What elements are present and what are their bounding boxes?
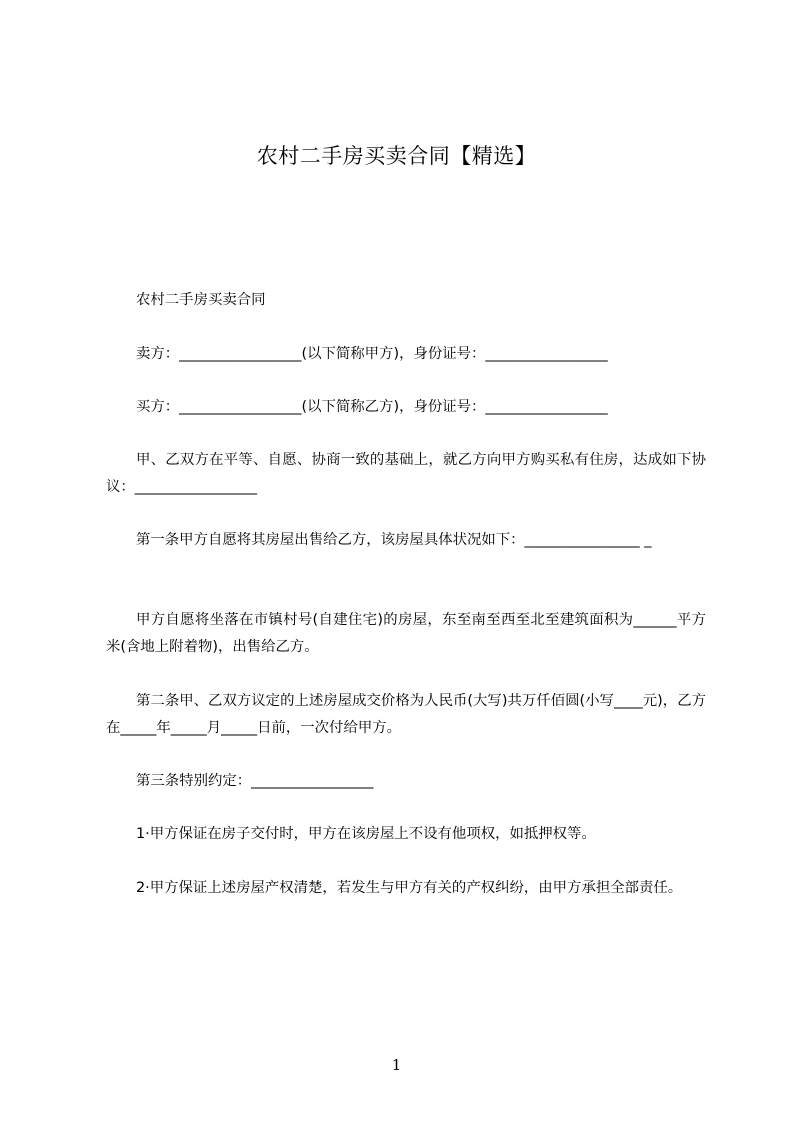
article-three: 第三条特别约定：_________________ bbox=[136, 773, 374, 789]
article-two: 第二条甲、乙双方议定的上述房屋成交价格为人民币(大写)共万仟佰圆(小写____元)，乙方在_____年_____月_____日前，一次付给甲方。 bbox=[106, 693, 706, 736]
seller-line: 卖方：_________________(以下简称甲方)，身份证号：_________________ bbox=[136, 346, 608, 362]
agreement-intro: 甲、乙双方在平等、自愿、协商一致的基础上，就乙方向甲方购买私有住房，达成如下协议：_________________ bbox=[106, 452, 706, 495]
contract-heading: 农村二手房买卖合同 bbox=[136, 292, 266, 308]
clause-one: 1·甲方保证在房子交付时，甲方在该房屋上不设有他项权，如抵押权等。 bbox=[136, 826, 596, 842]
property-description: 甲方自愿将坐落在市镇村号(自建住宅)的房屋，东至南至西至北至建筑面积为______平方米(含地上附着物)，出售给乙方。 bbox=[106, 612, 706, 655]
article-one: 第一条甲方自愿将其房屋出售给乙方，该房屋具体状况如下：________________ _ bbox=[136, 532, 652, 548]
document-title: 农村二手房买卖合同【精选】 bbox=[256, 144, 537, 168]
buyer-line: 买方：_________________(以下简称乙方)，身份证号：_________________ bbox=[136, 399, 608, 415]
clause-two: 2·甲方保证上述房屋产权清楚，若发生与甲方有关的产权纠纷，由甲方承担全部责任。 bbox=[136, 880, 683, 896]
page-number: 1 bbox=[391, 1056, 402, 1074]
